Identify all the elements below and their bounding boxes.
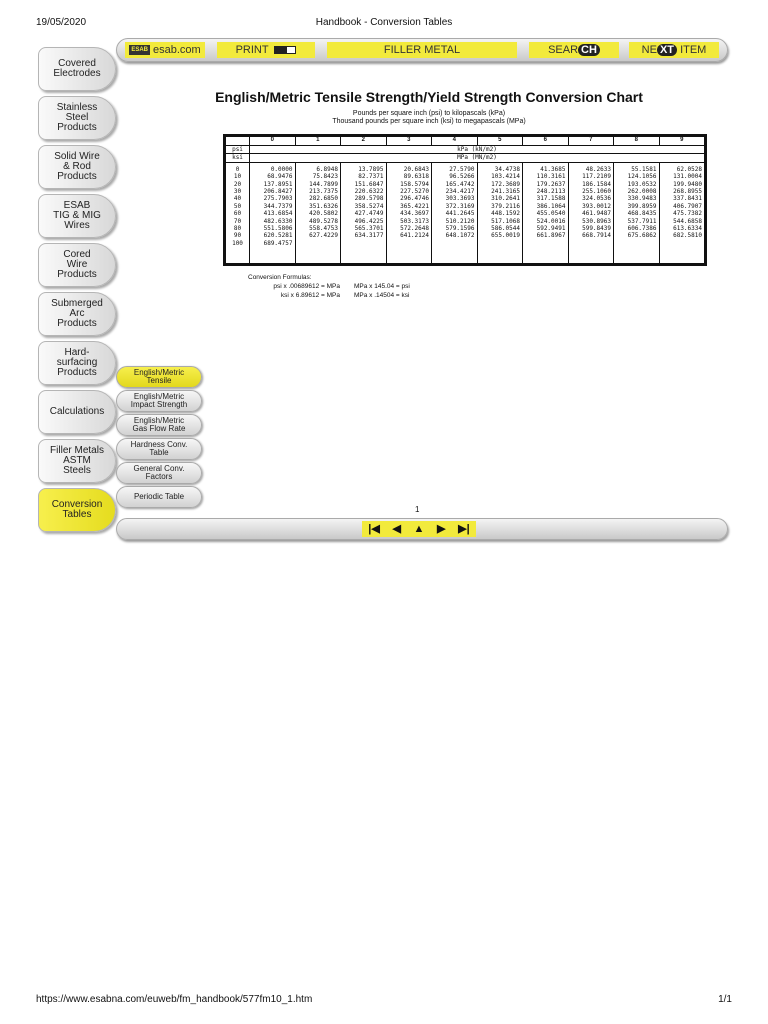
col-header: 3 [386,137,432,146]
subnav-hardness[interactable]: Hardness Conv. Table [116,438,202,460]
subtitle-psi: Pounds per square inch (psi) to kilopascals (kPa) [352,110,506,117]
formula-mpa-to-psi: MPa x 145.04 = psi [354,283,410,290]
table-column: 41.3685 110.3161 179.2637 248.2113 317.1588 386.1064 455.0540 524.0016 592.9491 661.8967 [523,162,569,263]
nav-covered-electrodes[interactable]: Covered Electrodes [38,47,116,91]
col-header: 1 [295,137,341,146]
next-prefix: NE [641,44,657,56]
filler-label: FILLER METAL [383,44,461,56]
conversion-formulas [248,273,410,300]
formula-mpa-to-ksi: MPa x .14504 = ksi [354,292,410,299]
table-column: 27.5790 96.5266 165.4742 234.4217 303.3693 372.3169 441.2645 510.2120 579.1596 648.1072 [432,162,478,263]
print-header [0,17,768,31]
subnav-general-conv[interactable]: General Conv. Factors [116,462,202,484]
nav-solid-wire[interactable]: Solid Wire & Rod Products [38,145,116,189]
nav-stainless-steel[interactable]: Stainless Steel Products [38,96,116,140]
table-column: 55.1581 124.1056 193.0532 262.0008 330.9483 399.8959 468.8435 537.7911 606.7386 675.6862 [614,162,660,263]
row-label-psi: psi [226,146,250,154]
nav-cored-wire[interactable]: Cored Wire Products [38,243,116,287]
search-button[interactable] [529,42,619,58]
table-column: 0.0000 68.9476 137.8951 206.8427 275.7903 344.7379 413.6854 482.6330 551.5806 620.5281 689.4757 [250,162,296,263]
row-keys: 0 10 20 30 40 50 60 70 80 90 100 [226,162,250,263]
print-title: Handbook - Conversion Tables [315,17,453,28]
nav-calculations[interactable]: Calculations [38,390,116,434]
up-icon[interactable]: ▲ [413,523,425,535]
row-label-ksi: ksi [226,154,250,162]
table-column: 20.6843 89.6318 158.5794 227.5270 296.4746 365.4221 434.3697 503.3173 572.2648 641.2124 [386,162,432,263]
esab-logo-icon: ESAB [131,47,148,53]
table-corner [226,137,250,146]
col-header: 6 [523,137,569,146]
formula-ksi-to-mpa: ksi x 6.89612 = MPa [280,292,340,299]
print-button[interactable] [217,42,315,58]
unit-kpa: kPa (kN/m2) [250,146,705,154]
filler-metal-button[interactable] [327,42,517,58]
last-page-icon[interactable]: ▶| [458,523,470,535]
prev-page-icon[interactable]: ◀ [392,523,401,535]
first-page-icon[interactable]: |◀ [368,523,380,535]
search-prefix: SEAR [548,44,579,56]
nav-conversion-tables[interactable]: Conversion Tables [38,488,116,532]
col-header: 0 [250,137,296,146]
table-column: 62.0528 131.0004 199.9480 268.8955 337.8431 406.7907 475.7382 544.6858 613.6334 682.5810 [659,162,705,263]
top-toolbar [116,38,728,62]
page-number: 1 [415,505,420,514]
print-label: PRINT [235,44,269,56]
print-pages: 1/1 [718,994,732,1005]
table-column: 6.8948 75.8423 144.7899 213.7375 282.6850 351.6326 420.5802 489.5278 558.4753 627.4229 [295,162,341,263]
conversion-table [223,134,707,266]
page-title: English/Metric Tensile Strength/Yield Strength Conversion Chart [215,89,643,105]
nav-hardsurfacing[interactable]: Hard- surfacing Products [38,341,116,385]
nav-submerged-arc[interactable]: Submerged Arc Products [38,292,116,336]
formula-psi-to-mpa: psi x .00689612 = MPa [273,283,340,290]
col-header: 5 [477,137,523,146]
table-column: 13.7895 82.7371 151.6847 220.6322 289.5798 358.5274 427.4749 496.4225 565.3701 634.3177 [341,162,387,263]
printer-icon [274,46,296,54]
col-header: 2 [341,137,387,146]
col-header: 9 [659,137,705,146]
table-column: 48.2633 117.2109 186.1584 255.1060 324.0536 393.0012 461.9487 530.8963 599.8439 668.7914 [568,162,614,263]
subnav-impact[interactable]: English/Metric Impact Strength [116,390,202,412]
subnav-gas-flow[interactable]: English/Metric Gas Flow Rate [116,414,202,436]
next-page-icon[interactable]: ▶ [437,523,446,535]
subtitle-ksi: Thousand pounds per square inch (ksi) to megapascals (MPa) [332,118,526,125]
table-column: 34.4738 103.4214 172.3689 241.3165 310.2641 379.2116 448.1592 517.1068 586.0544 655.0019 [477,162,523,263]
nav-filler-metals-astm[interactable]: Filler Metals ASTM Steels [38,439,116,483]
subnav-periodic[interactable]: Periodic Table [116,486,202,508]
search-pill: CH [578,44,600,56]
formulas-heading: Conversion Formulas: [248,274,312,281]
col-header: 4 [432,137,478,146]
next-pill: XT [657,44,677,56]
next-suffix: ITEM [680,44,707,56]
col-header: 8 [614,137,660,146]
col-header: 7 [568,137,614,146]
print-footer [0,994,768,1008]
unit-mpa: MPa (MN/m2) [250,154,705,162]
esab-logo-link[interactable] [125,42,205,58]
next-item-button[interactable] [629,42,719,58]
pager-controls [362,521,476,537]
nav-tig-mig[interactable]: ESAB TIG & MIG Wires [38,194,116,238]
print-date: 19/05/2020 [36,17,87,28]
print-url: https://www.esabna.com/euweb/fm_handbook/577fm10_1.htm [36,994,313,1005]
subnav-tensile[interactable]: English/Metric Tensile [116,366,202,388]
logo-text: esab.com [152,44,201,56]
